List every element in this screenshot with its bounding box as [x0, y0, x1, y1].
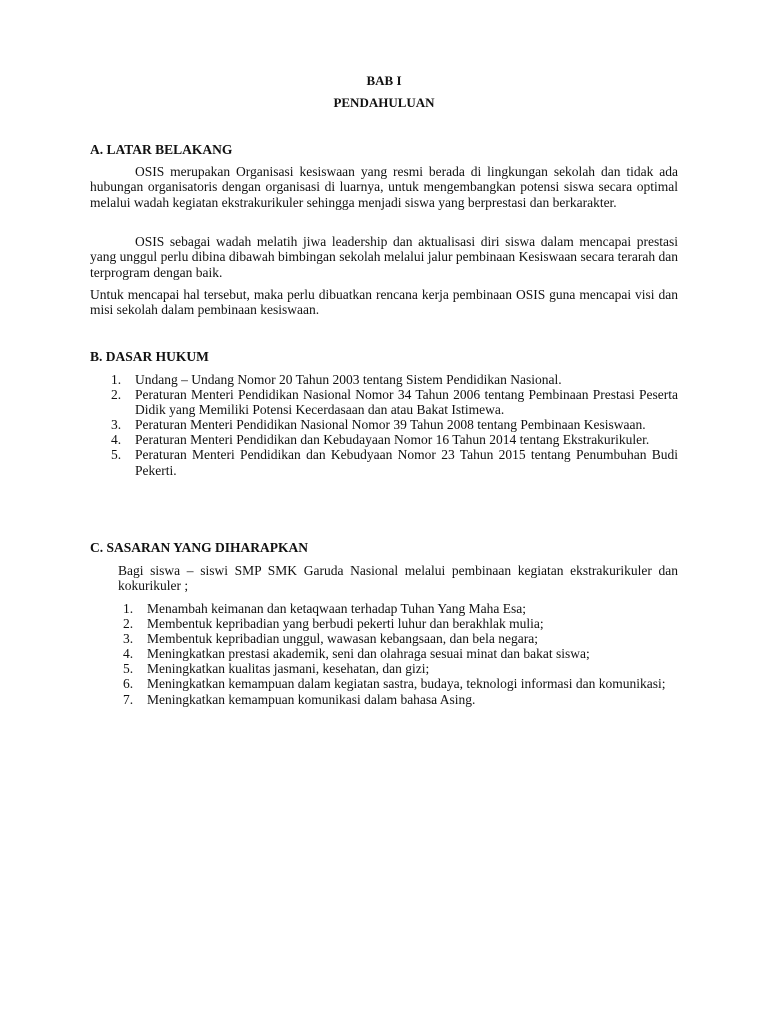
legal-basis-list [111, 372, 678, 478]
list-item-number: 1. [123, 601, 134, 616]
list-item-number: 4. [123, 646, 134, 662]
list-item-text: Meningkatkan kualitas jasmani, kesehatan, dan gizi; [147, 661, 430, 677]
list-item-number: 2. [111, 387, 122, 403]
list-item-text: Membentuk kepribadian unggul, wawasan kebangsaan, dan bela negara; [147, 631, 538, 647]
list-item-number: 4. [111, 432, 122, 448]
chapter-title: PENDAHULUAN [333, 95, 435, 110]
list-item-number: 1. [111, 372, 122, 387]
list-item [111, 387, 678, 418]
list-item [123, 646, 678, 662]
list-item [123, 631, 678, 647]
list-item-text: Peraturan Menteri Pendidikan Nasional Nomor 34 Tahun 2006 tentang Pembinaan Prestasi Peserta Didik yang Memiliki Potensi Kecerdasaan dan atau Bakat Istimewa. [135, 387, 678, 418]
list-item-number: 2. [123, 616, 134, 632]
list-item-text: Meningkatkan kemampuan dalam kegiatan sastra, budaya, teknologi informasi dan komunikasi; [147, 676, 666, 692]
section-c-heading: C. SASARAN YANG DIHARAPKAN [90, 540, 309, 555]
section-a-paragraph-2: OSIS sebagai wadah melatih jiwa leadership dan aktualisasi diri siswa dalam mencapai prestasi yang unggul perlu dibina dibawah bimbingan sekolah melalui jalur pembinaan Kesiswaan secara terarah dan terprogram dengan baik. [90, 234, 678, 280]
list-item-text: Peraturan Menteri Pendidikan Nasional Nomor 39 Tahun 2008 tentang Pembinaan Kesiswaan. [135, 417, 646, 433]
list-item-text: Meningkatkan kemampuan komunikasi dalam bahasa Asing. [147, 691, 476, 707]
list-item-text: Meningkatkan prestasi akademik, seni dan olahraga sesuai minat dan bakat siswa; [147, 646, 590, 662]
list-item-number: 5. [111, 447, 122, 463]
section-b-heading: B. DASAR HUKUM [90, 349, 209, 364]
list-item [123, 676, 678, 692]
list-item-number: 6. [123, 676, 134, 692]
list-item-number: 3. [111, 417, 122, 433]
list-item-number: 5. [123, 661, 134, 677]
section-a-heading: A. LATAR BELAKANG [90, 142, 233, 157]
list-item [123, 601, 678, 616]
list-item-text: Peraturan Menteri Pendidikan dan Kebudyaan Nomor 23 Tahun 2015 tentang Penumbuhan Budi Pekerti. [135, 447, 678, 478]
section-a-paragraph-3: Untuk mencapai hal tersebut, maka perlu dibuatkan rencana kerja pembinaan OSIS guna mencapai visi dan misi sekolah dalam pembinaan kesiswaan. [90, 287, 678, 318]
list-item [123, 616, 678, 632]
goals-list [123, 601, 678, 707]
list-item [111, 432, 678, 448]
chapter-number: BAB I [366, 73, 402, 88]
list-item-number: 3. [123, 631, 134, 647]
section-c-intro: Bagi siswa – siswi SMP SMK Garuda Nasional melalui pembinaan kegiatan ekstrakurikuler dan kokurikuler ; [118, 563, 678, 594]
list-item-text: Membentuk kepribadian yang berbudi pekerti luhur dan berakhlak mulia; [147, 616, 544, 632]
list-item [123, 691, 678, 707]
list-item [111, 417, 678, 433]
section-a-paragraph-1: OSIS merupakan Organisasi kesiswaan yang resmi berada di lingkungan sekolah dan tidak ada hubungan organisatoris dengan organisasi di luarnya, untuk mengembangkan potensi siswa secara optimal melalui wadah kegiatan ekstrakurikuler sehingga menjadi siswa yang berprestasi dan berkarakter. [90, 164, 678, 210]
list-item-number: 7. [123, 691, 134, 707]
list-item-text: Peraturan Menteri Pendidikan dan Kebudayaan Nomor 16 Tahun 2014 tentang Ekstrakurikuler. [135, 432, 650, 448]
list-item [111, 447, 678, 478]
list-item-text: Menambah keimanan dan ketaqwaan terhadap Tuhan Yang Maha Esa; [147, 601, 527, 616]
list-item [123, 661, 678, 677]
list-item [111, 372, 678, 387]
list-item-text: Undang – Undang Nomor 20 Tahun 2003 tentang Sistem Pendidikan Nasional. [135, 372, 562, 387]
